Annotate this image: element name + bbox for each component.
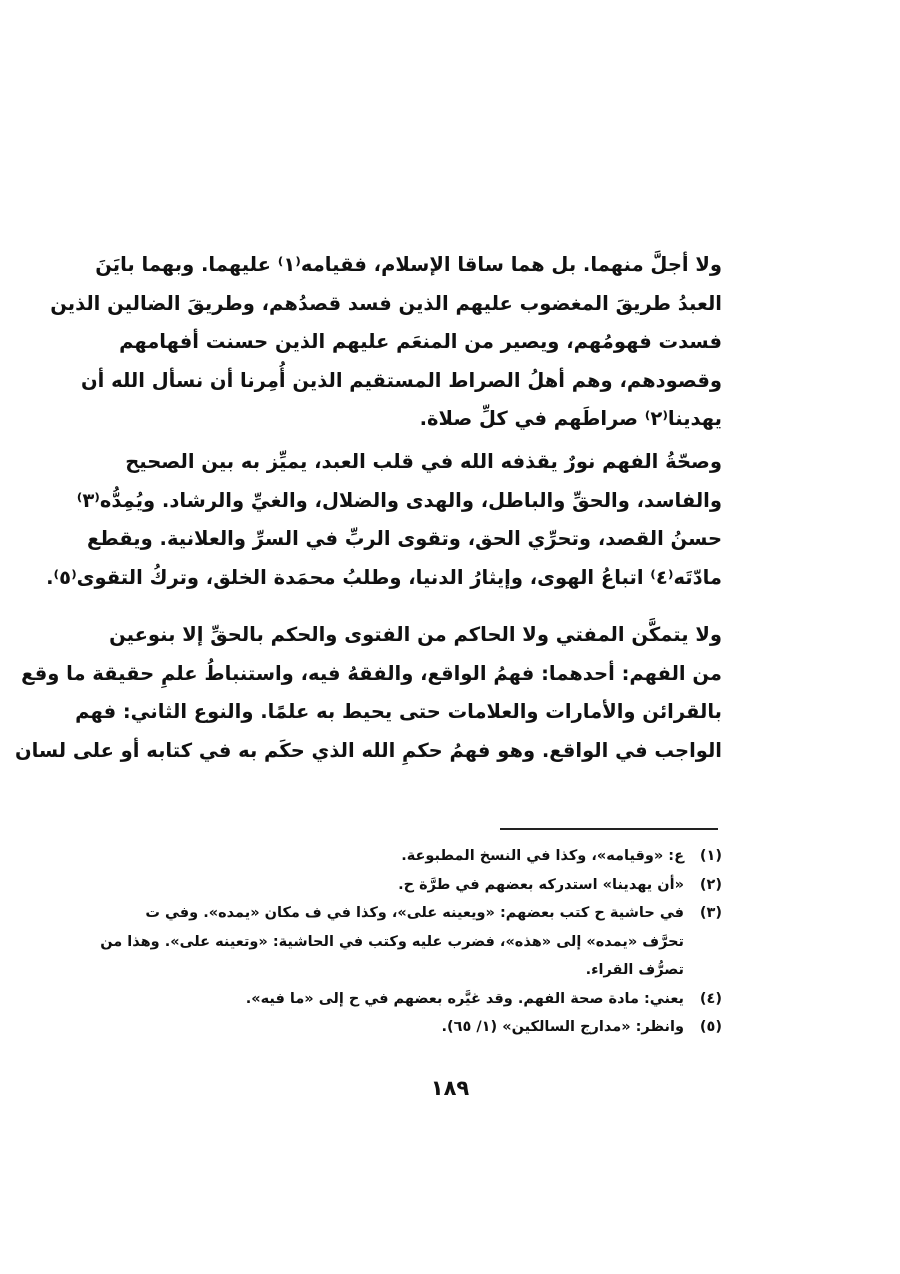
footnote-text: «أن يهدينا» استدركه بعضهم في طرَّة ح. <box>398 876 684 893</box>
footnote-number: (٣) <box>699 905 722 921</box>
paragraph-line: يهدينا⁽٢⁾ صراطَهم في كلِّ صلاة. <box>419 407 722 430</box>
footnote-text: وانظر: «مدارج السالكين» (١/ ٦٥). <box>441 1019 684 1035</box>
footnote-divider <box>500 828 718 830</box>
footnote-text: تصرُّف القراء. <box>585 962 684 978</box>
paragraph-line: وقصودهم، وهم أهلُ الصراط المستقيم الذين أُمِرنا أن نسأل الله أن <box>81 368 722 392</box>
paragraph-line: وصحّةُ الفهم نورٌ يقذفه الله في قلب العبد، يميِّز به بين الصحيح <box>125 450 722 473</box>
paragraph-line: بالقرائن والأمارات والعلامات حتى يحيط به علمًا. والنوع الثاني: فهم <box>75 700 722 723</box>
footnote-text: تحرَّف «يمده» إلى «هذه»، فضرب عليه وكتب في الحاشية: «وتعينه على». وهذا من <box>100 933 684 950</box>
footnote-text: في حاشية ح كتب بعضهم: «ويعينه على»، وكذا في ف مكان «يمده». وفي ت <box>145 905 684 921</box>
footnote-number: (٥) <box>699 1019 722 1035</box>
page-number: ١٨٩ <box>430 1076 470 1100</box>
footnote-5 <box>178 1013 722 1042</box>
footnote-1 <box>178 842 722 871</box>
footnote-3 <box>100 899 722 985</box>
paragraph-line: حسنُ القصد، وتحرِّي الحق، وتقوى الربِّ في السرِّ والعلانية. ويقطع <box>86 527 722 550</box>
paragraph-line: فسدت فهومُهم، ويصير من المنعَم عليهم الذين حسنت أفهامهم <box>119 330 722 353</box>
footnote-text: ع: «وقيامه»، وكذا في النسخ المطبوعة. <box>401 848 684 864</box>
footnote-number: (١) <box>699 848 722 864</box>
paragraph-line: والفاسد، والحقِّ والباطل، والهدى والضلال، والغيِّ والرشاد. ويُمِدُّه⁽٣⁾ <box>76 488 722 512</box>
paragraph-line: من الفهم: أحدهما: فهمُ الواقع، والفقهُ فيه، واستنباطُ علمِ حقيقة ما وقع <box>21 661 722 685</box>
paragraph-line: الواجب في الواقع. وهو فهمُ حكمِ الله الذي حكَم به في كتابه أو على لسان <box>14 738 722 762</box>
paragraph-line: مادّتَه⁽٤⁾ اتباعُ الهوى، وإيثارُ الدنيا، وطلبُ محمَدة الخلق، وتركُ التقوى⁽٥⁾. <box>46 565 722 589</box>
footnote-text: يعني: مادة صحة الفهم. وقد غيَّره بعضهم في ح إلى «ما فيه». <box>245 990 684 1007</box>
footnote-number: (٤) <box>699 990 722 1007</box>
footnote-number: (٢) <box>699 876 722 893</box>
paragraph-3 <box>14 616 722 770</box>
paragraph-line: ولا يتمكَّن المفتي ولا الحاكم من الفتوى والحكم بالحقِّ إلا بنوعين <box>109 623 722 646</box>
paragraph-line: ولا أجلَّ منهما. بل هما ساقا الإسلام، فقيامه⁽١⁾ عليهما. وبهما بايَنَ <box>95 253 722 276</box>
footnote-4 <box>178 985 722 1014</box>
footnotes <box>100 842 722 1042</box>
footnote-2 <box>178 871 722 900</box>
paragraph-line: العبدُ طريقَ المغضوب عليهم الذين فسد قصدُهم، وطريقَ الضالين الذين <box>50 291 722 315</box>
paragraph-2 <box>46 443 722 597</box>
paragraph-1 <box>50 246 722 439</box>
